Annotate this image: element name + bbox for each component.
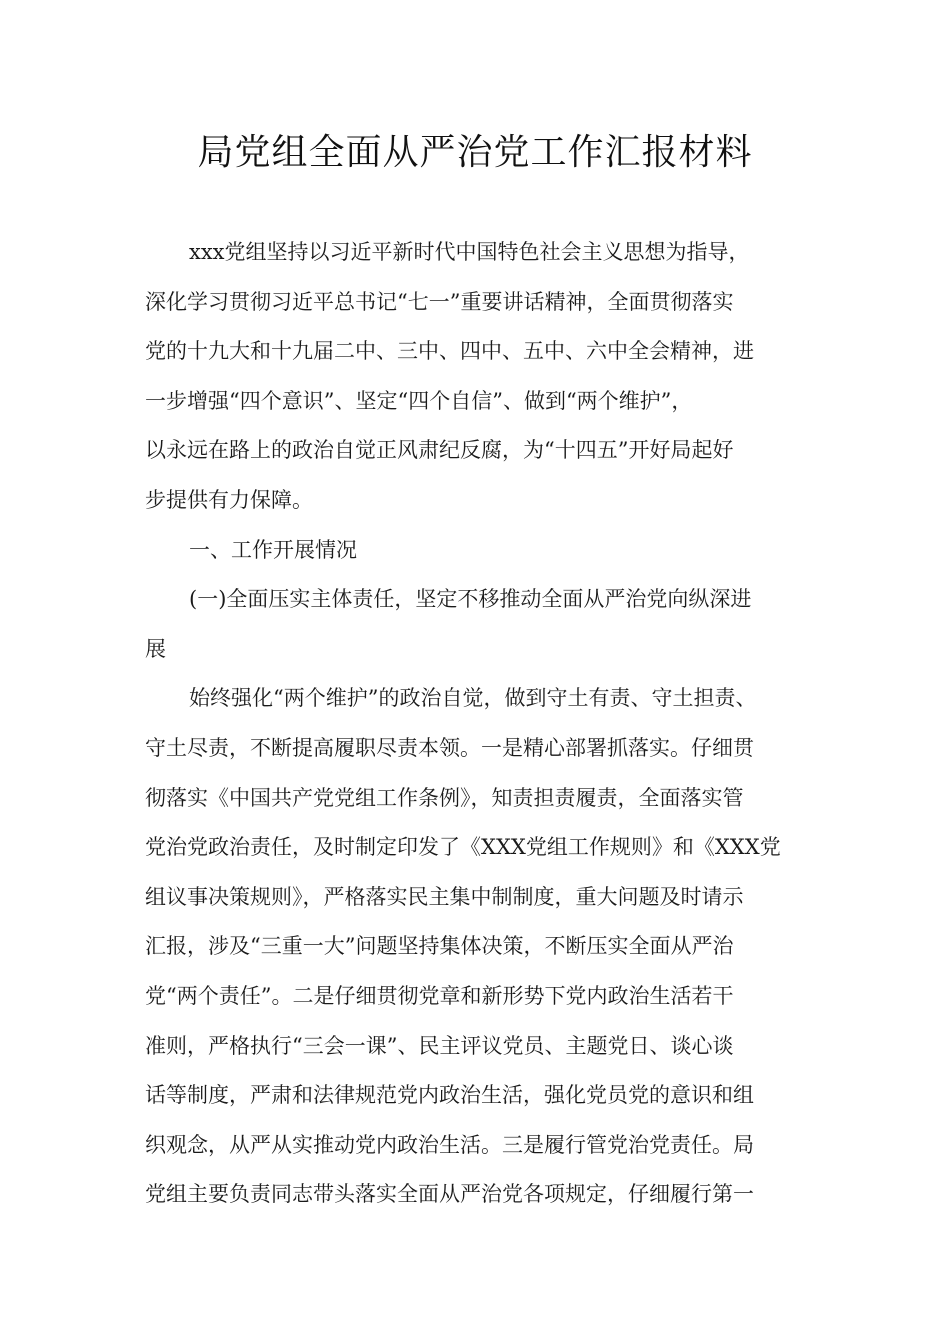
body-line: 守土尽责，不断提高履职尽责本领。一是精心部署抓落实。仔细贯	[145, 735, 754, 760]
body-line: 织观念，从严从实推动党内政治生活。三是履行管党治党责任。局	[145, 1132, 754, 1157]
body-line: 一、工作开展情况	[189, 537, 357, 562]
body-line: 组议事决策规则》，严格落实民主集中制制度，重大问题及时请示	[145, 884, 744, 909]
body-line: 准则，严格执行“三会一课”、民主评议党员、主题党日、谈心谈	[145, 1033, 734, 1058]
body-line: xxx党组坚持以习近平新时代中国特色社会主义思想为指导，	[189, 240, 750, 264]
body-line: 彻落实《中国共产党党组工作条例》，知责担责履责，全面落实管	[145, 785, 744, 810]
document-body	[145, 228, 825, 1220]
body-line: 汇报，涉及“三重一大”问题坚持集体决策，不断压实全面从严治	[145, 934, 734, 959]
body-line: 党“两个责任”。二是仔细贯彻党章和新形势下党内政治生活若干	[145, 983, 734, 1008]
body-line: 一步增强“四个意识”、坚定“四个自信”、做到“两个维护”，	[145, 388, 693, 413]
body-line: 步提供有力保障。	[145, 487, 313, 512]
body-line: 以永远在路上的政治自觉正风肃纪反腐，为“十四五”开好局起好	[145, 438, 734, 463]
document-title: 局党组全面从严治党工作汇报材料	[197, 132, 753, 173]
body-line: 党组主要负责同志带头落实全面从严治党各项规定，仔细履行第一	[145, 1182, 754, 1207]
body-line: 话等制度，严肃和法律规范党内政治生活，强化党员党的意识和组	[145, 1083, 754, 1108]
body-line: 党治党政治责任，及时制定印发了《XXX党组工作规则》和《XXX党	[145, 835, 781, 860]
body-line: (一)全面压实主体责任，坚定不移推动全面从严治党向纵深进	[189, 587, 752, 612]
body-line: 始终强化“两个维护”的政治自觉，做到守土有责、守土担责、	[189, 686, 757, 711]
body-line: 展	[145, 636, 166, 661]
body-line: 党的十九大和十九届二中、三中、四中、五中、六中全会精神，进	[145, 339, 754, 364]
body-line: 深化学习贯彻习近平总书记“七一”重要讲话精神，全面贯彻落实	[145, 289, 734, 314]
